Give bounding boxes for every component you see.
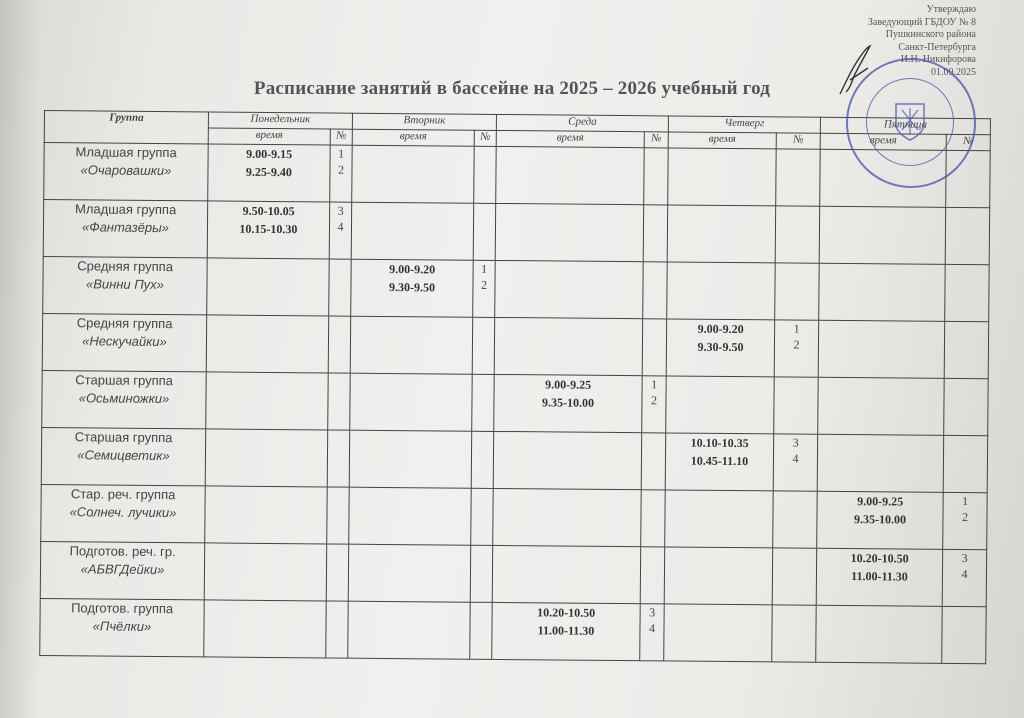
session-number: 3: [961, 551, 968, 566]
time-cell: [666, 376, 774, 434]
num-cell: [642, 319, 667, 376]
time-cell: [666, 319, 774, 377]
time-cell: [667, 262, 775, 320]
time-cell: [668, 148, 776, 206]
time-cell: [206, 315, 328, 373]
group-type: Подготов. группа: [71, 600, 174, 617]
num-cell: [472, 317, 494, 374]
group-cell: [43, 200, 207, 258]
session-time: 11.00-11.30: [851, 569, 908, 584]
num-cell: [641, 490, 666, 547]
group-name: «Фантазёры»: [81, 219, 169, 236]
group-cell: [40, 541, 204, 599]
num-cell: [329, 259, 352, 316]
group-cell: [40, 598, 204, 656]
time-cell: [816, 548, 942, 606]
day-header-tuesday: Вторник: [352, 113, 496, 130]
group-type: Подготов. реч. гр.: [69, 543, 176, 560]
time-cell: [204, 543, 326, 601]
group-name: «Осьминожки»: [78, 390, 170, 407]
session-number: 1: [651, 377, 658, 392]
time-cell: [349, 487, 471, 545]
time-cell: [348, 601, 470, 659]
num-cell: [327, 430, 350, 487]
time-cell: [818, 377, 944, 435]
time-header: время: [352, 129, 474, 146]
time-cell: [207, 258, 329, 316]
session-time: 9.00-9.15: [246, 146, 293, 162]
group-cell: [41, 484, 205, 542]
approval-line: Пушкинского района: [885, 29, 976, 40]
num-cell: [774, 320, 818, 377]
num-cell: [471, 431, 493, 488]
group-type: Старшая группа: [75, 372, 174, 389]
session-number: 4: [792, 451, 799, 466]
time-cell: [352, 145, 474, 203]
num-cell: [640, 547, 665, 604]
time-header: время: [820, 133, 946, 150]
session-number: 1: [962, 494, 969, 509]
time-cell: [495, 203, 643, 261]
num-cell: [329, 202, 352, 259]
paper-shadow: [0, 0, 40, 718]
schedule-body: [40, 143, 990, 664]
session-number: 1: [481, 261, 488, 276]
time-cell: [493, 431, 641, 489]
session-time: 10.20-10.50: [537, 605, 596, 620]
time-cell: [667, 205, 775, 263]
num-cell: [775, 263, 819, 320]
session-time: 9.00-9.20: [389, 262, 436, 277]
day-header-wednesday: Среда: [496, 114, 668, 132]
time-cell: [206, 372, 328, 430]
approval-line: Санкт-Петербурга: [898, 41, 976, 53]
table-row: [42, 313, 988, 378]
num-header: №: [946, 134, 990, 150]
day-header-thursday: Четверг: [668, 116, 820, 133]
group-cell: [43, 256, 207, 314]
group-name: «Нескучайки»: [82, 333, 167, 350]
table-row: [43, 200, 989, 265]
num-cell: [326, 601, 349, 658]
time-cell: [349, 430, 471, 488]
session-number: 2: [961, 510, 969, 525]
time-cell: [817, 491, 943, 549]
num-header: №: [330, 129, 352, 145]
group-cell: [42, 313, 206, 371]
num-cell: [327, 487, 350, 544]
session-time: 10.15-10.30: [239, 221, 298, 237]
num-cell: [328, 316, 351, 373]
time-header: время: [208, 128, 330, 145]
schedule-table: [39, 110, 991, 664]
num-cell: [643, 262, 668, 319]
session-number: 2: [793, 337, 800, 352]
day-header-friday: Пятница: [820, 117, 990, 134]
time-cell: [493, 488, 641, 546]
group-name: «АБВГДейки»: [80, 561, 165, 578]
time-cell: [819, 263, 945, 321]
table-row: [42, 370, 988, 435]
group-cell: [42, 370, 206, 428]
table-row: [44, 143, 990, 208]
num-cell: [470, 602, 492, 659]
num-cell: [772, 605, 816, 662]
time-cell: [818, 320, 944, 378]
time-header: время: [496, 130, 644, 147]
session-number: 4: [961, 567, 968, 582]
time-cell: [495, 260, 643, 318]
session-time: 10.45-11.10: [690, 453, 749, 469]
session-time: 11.00-11.30: [537, 623, 595, 638]
num-cell: [640, 604, 665, 661]
session-number: 2: [650, 393, 658, 408]
num-cell: [642, 376, 667, 433]
num-cell: [641, 433, 666, 490]
time-cell: [817, 434, 943, 492]
time-cell: [204, 600, 326, 658]
session-number: 2: [337, 162, 345, 177]
time-cell: [350, 373, 472, 431]
approval-line: Утверждаю: [926, 4, 976, 15]
session-number: 3: [337, 203, 344, 218]
num-header: №: [644, 132, 668, 148]
num-cell: [330, 145, 353, 202]
num-cell: [472, 374, 494, 431]
group-type: Средняя группа: [77, 258, 174, 275]
coat-of-arms-icon: [890, 100, 930, 142]
table-row: [41, 427, 987, 492]
time-cell: [816, 605, 942, 663]
session-number: 4: [337, 219, 344, 234]
time-cell: [350, 316, 472, 374]
session-time: 9.30-9.50: [697, 339, 744, 355]
time-cell: [208, 144, 330, 202]
session-time: 9.00-9.20: [697, 321, 744, 337]
group-type: Стар. реч. группа: [70, 486, 176, 503]
group-cell: [41, 427, 205, 485]
group-name: «Пчёлки»: [92, 618, 152, 634]
time-cell: [348, 544, 470, 602]
time-cell: [494, 374, 642, 432]
session-time: 9.00-9.25: [857, 494, 904, 509]
num-cell: [945, 207, 989, 264]
session-time: 9.00-9.25: [545, 377, 592, 392]
num-cell: [776, 149, 820, 206]
session-number: 2: [480, 277, 488, 292]
time-cell: [492, 545, 640, 603]
session-time: 10.20-10.50: [850, 551, 909, 566]
time-cell: [205, 486, 327, 544]
num-cell: [474, 146, 496, 203]
session-number: 3: [649, 605, 656, 620]
time-cell: [492, 602, 640, 660]
num-cell: [473, 260, 495, 317]
num-cell: [470, 545, 492, 602]
session-number: 1: [793, 321, 800, 336]
session-time: 9.50-10.05: [242, 203, 295, 219]
num-cell: [942, 606, 986, 663]
group-name: «Солнеч. лучики»: [69, 504, 177, 521]
num-cell: [326, 544, 349, 601]
session-time: 9.35-10.00: [853, 512, 907, 527]
group-name: «Очаровашки»: [80, 162, 172, 179]
num-cell: [643, 205, 668, 262]
num-cell: [471, 488, 493, 545]
group-cell: [44, 143, 208, 201]
num-cell: [774, 377, 818, 434]
time-cell: [819, 206, 945, 264]
time-cell: [665, 490, 773, 548]
session-number: 4: [648, 621, 656, 636]
time-cell: [351, 202, 473, 260]
time-cell: [664, 547, 772, 605]
group-type: Старшая группа: [74, 429, 173, 446]
approval-line: И.Н. Никифорова: [900, 54, 976, 65]
day-header-monday: Понедельник: [208, 112, 352, 129]
table-row: [43, 256, 989, 321]
group-header: Группа: [44, 111, 208, 144]
session-time: 10.10-10.35: [690, 435, 749, 451]
num-cell: [942, 549, 986, 606]
table-row: [40, 598, 986, 663]
group-type: Младшая группа: [75, 144, 177, 161]
group-type: Младшая группа: [74, 201, 177, 218]
time-cell: [665, 433, 773, 491]
num-header: №: [474, 130, 496, 146]
session-time: 9.35-10.00: [541, 395, 595, 410]
group-type: Средняя группа: [76, 315, 173, 332]
num-cell: [772, 548, 816, 605]
time-cell: [207, 201, 329, 259]
num-cell: [944, 321, 988, 378]
num-cell: [943, 492, 987, 549]
session-time: 9.25-9.40: [245, 164, 293, 180]
group-name: «Семицветик»: [77, 447, 170, 464]
num-cell: [944, 378, 988, 435]
approval-line: 01.09.2025: [931, 66, 976, 78]
num-cell: [943, 435, 987, 492]
session-number: 3: [792, 435, 799, 450]
table-row: [41, 484, 987, 549]
group-name: «Винни Пух»: [85, 276, 165, 293]
time-cell: [496, 146, 644, 204]
time-header: время: [668, 132, 776, 149]
page-title: Расписание занятий в бассейне на 2025 – 2026 учебный год: [253, 78, 771, 99]
num-cell: [644, 148, 669, 205]
time-cell: [351, 259, 473, 317]
session-time: 9.30-9.50: [388, 280, 436, 295]
official-seal: [846, 58, 976, 188]
num-cell: [473, 203, 495, 260]
num-header: №: [776, 133, 820, 149]
time-cell: [664, 604, 772, 662]
approval-line: Заведующий ГБДОУ № 8: [867, 16, 976, 28]
num-cell: [945, 264, 989, 321]
session-number: 1: [338, 146, 345, 161]
num-cell: [773, 434, 817, 491]
num-cell: [773, 491, 817, 548]
num-cell: [775, 206, 819, 263]
num-cell: [328, 373, 351, 430]
time-cell: [494, 317, 642, 375]
time-cell: [205, 429, 327, 487]
table-row: [40, 541, 986, 606]
